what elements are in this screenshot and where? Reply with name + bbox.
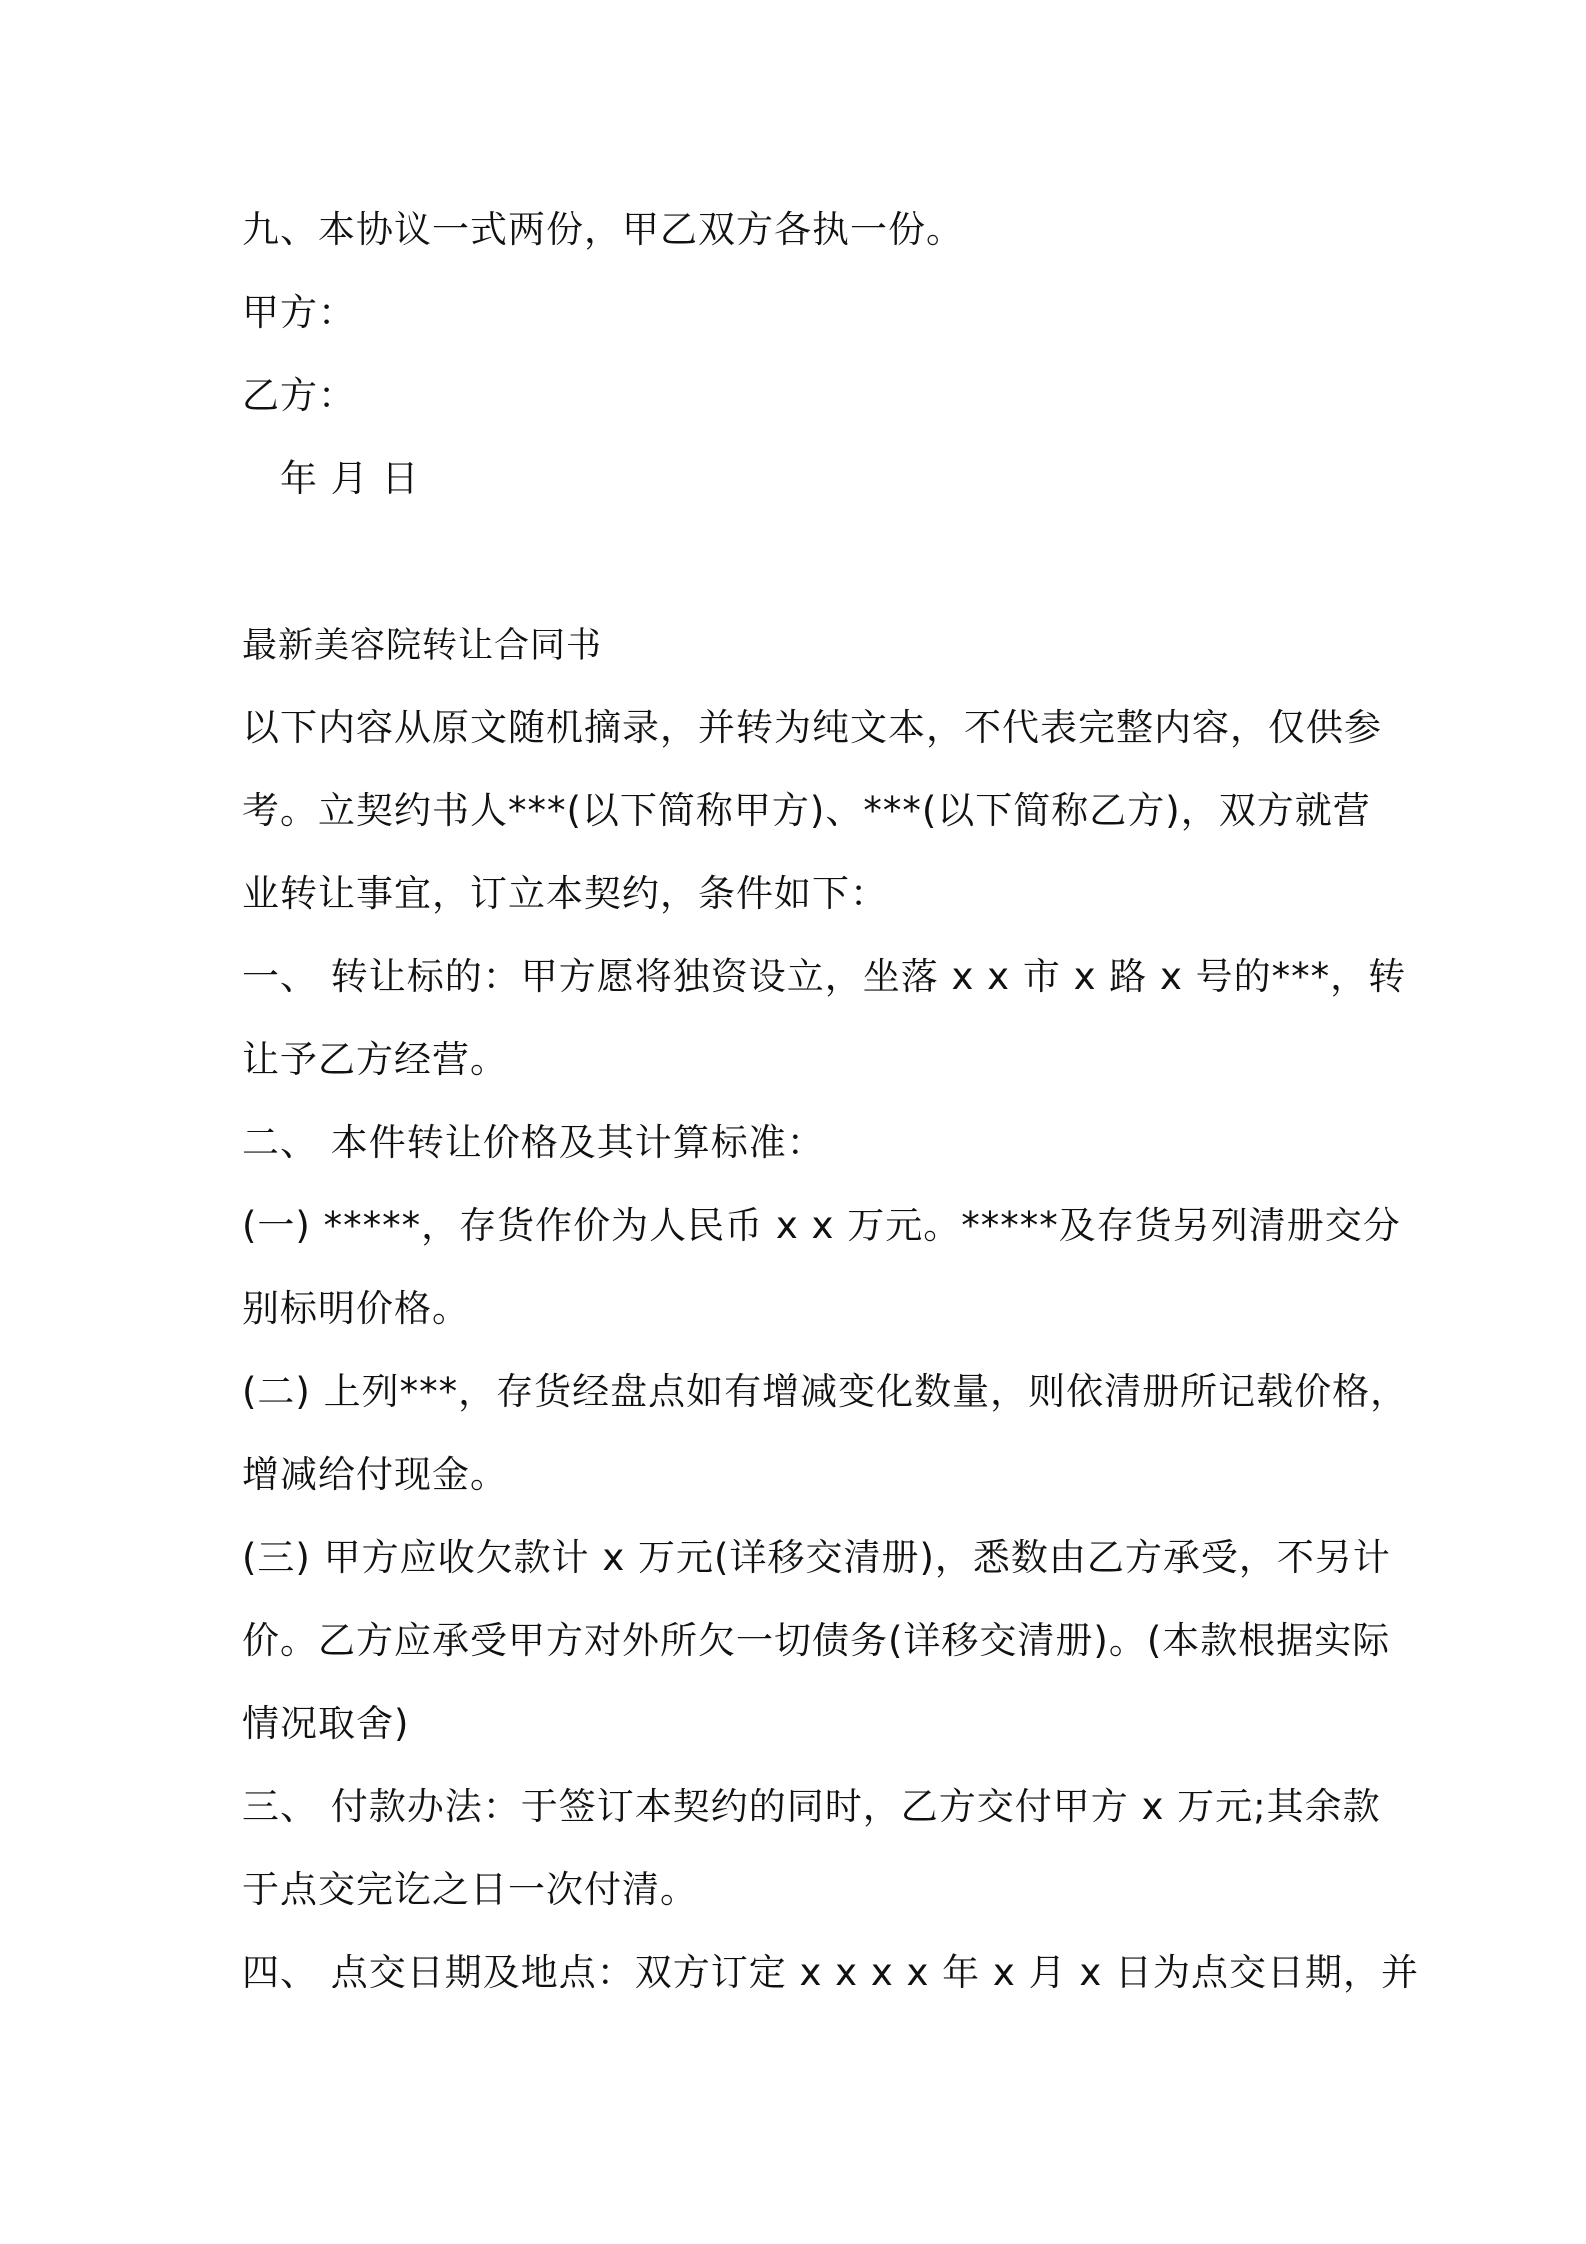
clause-three-line-2: 于点交完讫之日一次付清。 [242,1868,698,1911]
intro-line-3: 业转让事宜，订立本契约，条件如下： [242,872,888,915]
clause-one-line-1: 一、 转让标的：甲方愿将独资设立，坐落 x x 市 x 路 x 号的***，转 [242,955,1407,998]
date-line: 年 月 日 [280,457,420,500]
party-b-signature-label: 乙方： [242,374,356,417]
clause-nine: 九、本协议一式两份，甲乙双方各执一份。 [242,208,964,251]
intro-line-1: 以下内容从原文随机摘录，并转为纯文本，不代表完整内容，仅供参 [242,706,1382,749]
clause-two-item-2-line-1: (二) 上列***，存货经盘点如有增减变化数量，则依清册所记载价格， [242,1370,1409,1413]
party-a-signature-label: 甲方： [242,291,356,334]
clause-three-line-1: 三、 付款办法：于签订本契约的同时，乙方交付甲方 x 万元;其余款 [242,1785,1381,1828]
intro-line-2: 考。立契约书人***(以下简称甲方)、***(以下简称乙方)，双方就营 [242,789,1371,832]
clause-two-heading: 二、 本件转让价格及其计算标准： [242,1121,825,1164]
clause-two-item-3-line-1: (三) 甲方应收欠款计 x 万元(详移交清册)，悉数由乙方承受，不另计 [242,1536,1391,1579]
clause-two-item-1-line-2: 别标明价格。 [242,1287,470,1330]
clause-two-item-1-line-1: (一) *****，存货作价为人民币 x x 万元。*****及存货另列清册交分 [242,1204,1401,1247]
clause-two-item-2-line-2: 增减给付现金。 [242,1453,508,1496]
document-title: 最新美容院转让合同书 [242,626,603,666]
clause-four-line-1: 四、 点交日期及地点：双方订定 x x x x 年 x 月 x 日为点交日期，并 [242,1951,1419,1994]
clause-one-line-2: 让予乙方经营。 [242,1038,508,1081]
clause-two-item-3-line-2: 价。乙方应承受甲方对外所欠一切债务(详移交清册)。(本款根据实际 [242,1619,1391,1662]
clause-two-item-3-line-3: 情况取舍) [242,1702,410,1745]
